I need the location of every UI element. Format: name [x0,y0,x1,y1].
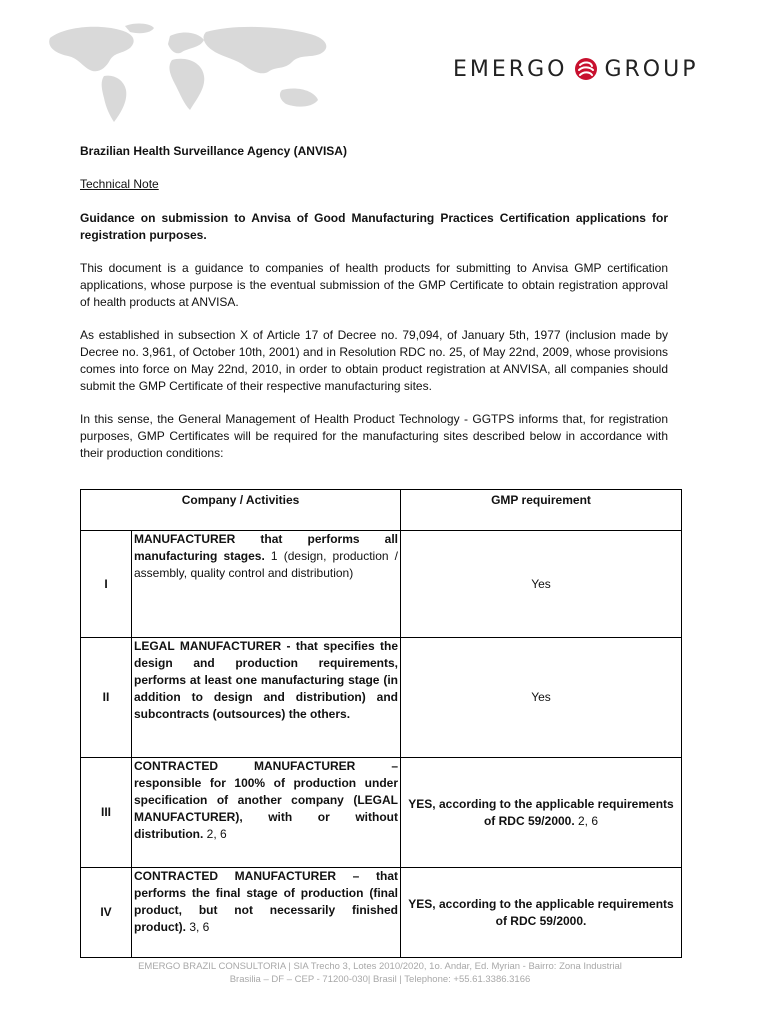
activity-text: CONTRACTED MANUFACTURER – responsible for 100% of production under specification of another company (LEGAL MANUFACTURER), with or without distribution. [134,759,398,841]
guidance-title: Guidance on submission to Anvisa of Good Manufacturing Practices Certification applications for registration purposes. [80,211,668,242]
activity-cell [132,638,401,758]
logo-right-word: GROUP [604,56,699,82]
requirement-text: YES, according to the applicable requirements of RDC 59/2000. [408,896,674,928]
activity-footnote: 1 [264,549,284,563]
world-map-watermark [20,18,350,128]
logo-left-word: EMERGO [453,56,568,82]
activity-footnote: 2, 6 [203,827,227,841]
footer-contact-line: Brasilia – DF – CEP - 71200-030| Brasil | Telephone: +55.61.3386.3166 [229,974,531,985]
paragraph: This document is a guidance to companies of health products for submitting to Anvisa GMP certification applications, whose purpose is the eventual submission of the GMP Certificate to obtain registration approval of health products at ANVISA. [80,261,668,309]
activity-text: LEGAL MANUFACTURER - that specifies the design and production requirements, performs at least one manufacturing stage (in addition to design and distribution) and subcontracts (outsources) the others. [134,639,398,721]
activity-cell [132,758,401,868]
activity-text: MANUFACTURER that performs all manufacturing stages. [134,532,398,563]
gmp-requirements-table [80,489,682,958]
requirement-text: Yes [531,576,551,591]
paragraph: As established in subsection X of Article 17 of Decree no. 79,094, of January 5th, 1977 (inclusion made by Decree no. 3,961, of October 10th, 2001) and in Resolution RDC no. 25, of May 22nd, 2009, whose provisions comes into force on May 22nd, 2010, in order to obtain product registration at ANVISA, all companies should submit the GMP Certificate of their respective manufacturing sites. [80,328,668,393]
activities-column-header: Company / Activities [81,490,401,531]
document-body [80,143,668,462]
page-footer [60,960,700,986]
table-row [81,868,682,958]
requirement-cell [401,868,682,958]
row-number: II [81,638,132,758]
emergo-group-logo [453,52,698,86]
table-row [81,531,682,638]
requirement-cell [401,758,682,868]
activity-cell [132,531,401,638]
requirement-cell [401,531,682,638]
row-number: III [81,758,132,868]
footer-address-line: EMERGO BRAZIL CONSULTORIA | SIA Trecho 3, Lotes 2010/2020, 1o. Andar, Ed. Myrian - Bairro: Zona Industrial [138,961,622,972]
row-number: I [81,531,132,638]
activity-text: CONTRACTED MANUFACTURER – that performs the final stage of production (final product, but not necessarily finished product). [134,869,398,934]
technical-note-label: Technical Note [80,177,159,191]
activity-tail: (design, production / assembly, quality control and distribution) [134,549,399,580]
requirement-text: Yes [531,690,551,704]
requirement-column-header: GMP requirement [401,490,682,531]
table-row [81,758,682,868]
emergo-swirl-icon [574,56,598,82]
table-header-row [81,490,682,531]
activity-footnote: 3, 6 [186,920,210,934]
agency-heading: Brazilian Health Surveillance Agency (ANVISA) [80,144,347,158]
requirement-footnote: 2, 6 [574,813,599,828]
activity-cell [132,868,401,958]
requirement-cell [401,638,682,758]
table-row [81,638,682,758]
paragraph: In this sense, the General Management of Health Product Technology - GGTPS informs that, for registration purposes, GMP Certificates will be required for the manufacturing sites described below in accordance with their production conditions: [80,412,668,460]
requirement-text: YES, according to the applicable requirements of RDC 59/2000. [408,796,674,828]
row-number: IV [81,868,132,958]
